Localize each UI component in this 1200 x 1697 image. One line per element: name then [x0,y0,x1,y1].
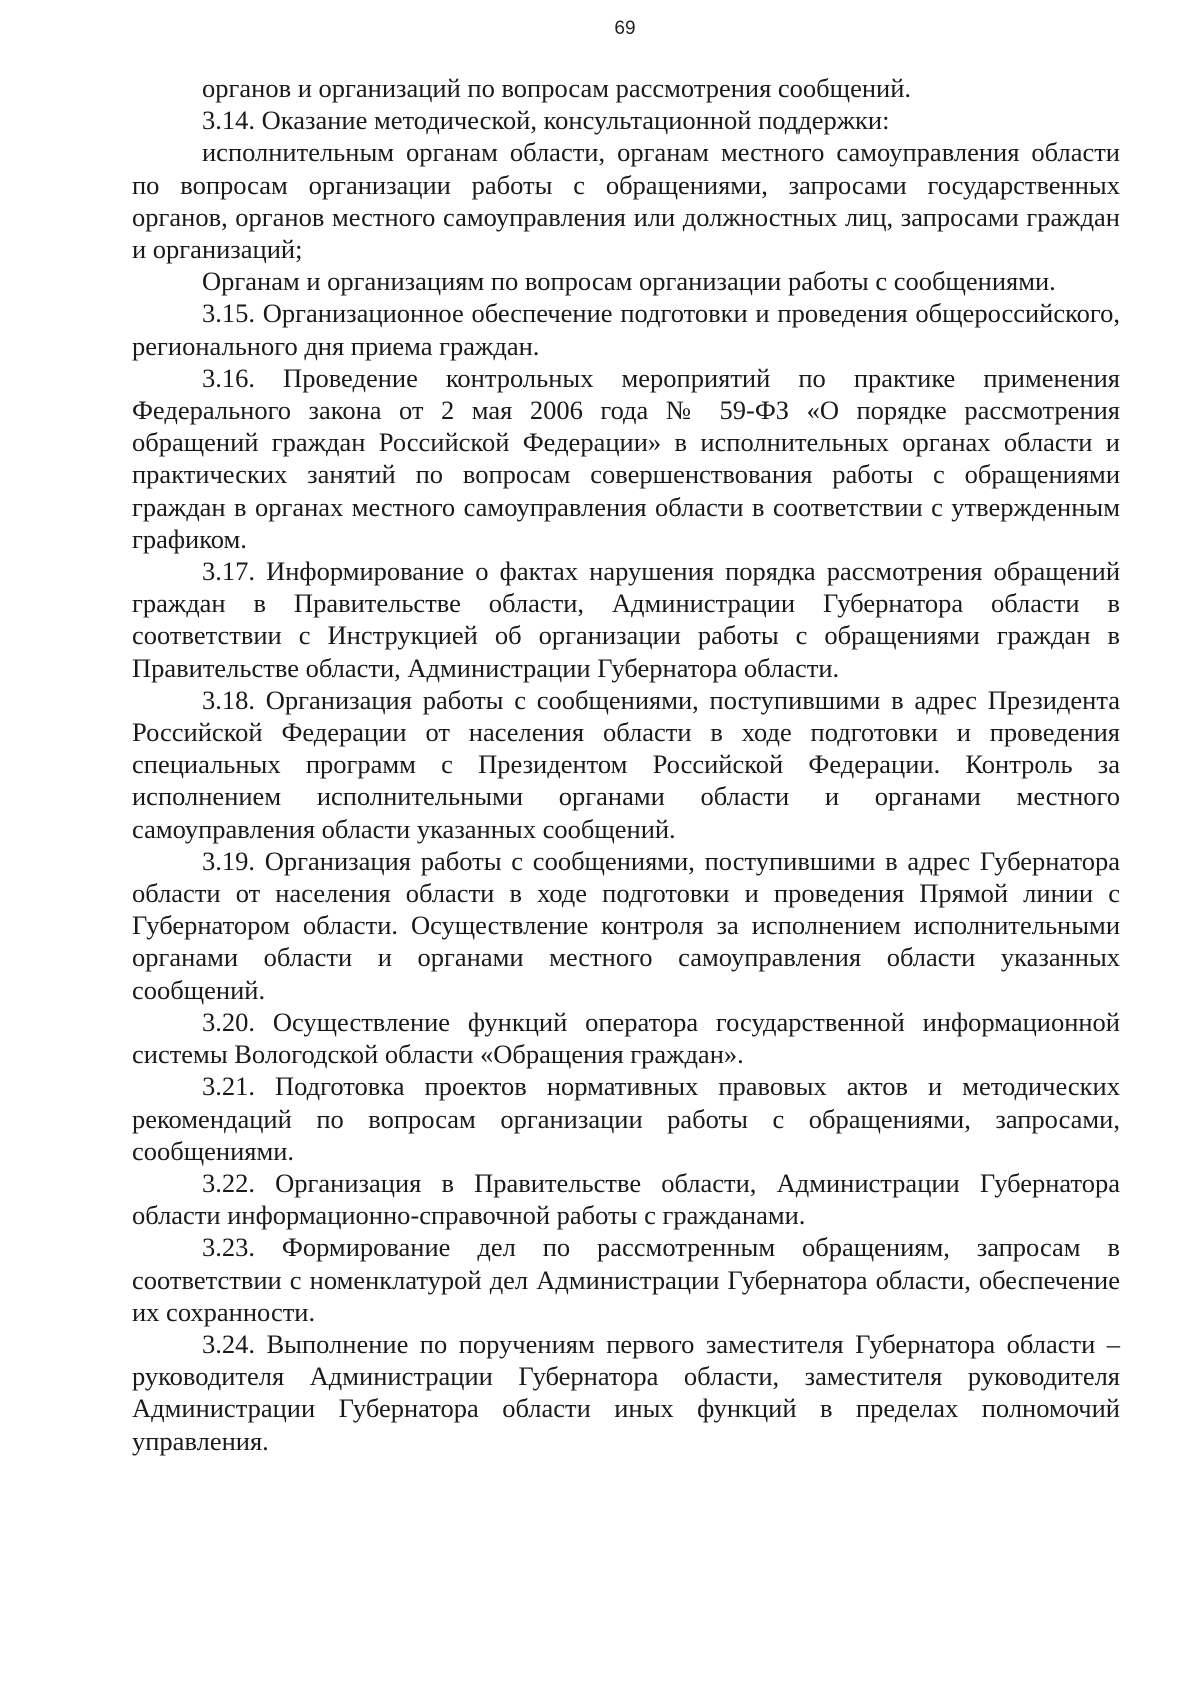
page-number: 69 [614,18,636,39]
paragraph-3-14-item-2: Органам и организациям по вопросам организации работы с сообщениями. [202,266,1056,297]
paragraph-3-24: 3.24. Выполнение по поручениям первого заместителя Губернатора области – руководителя Администрации Губернатора области, заместителя руководителя Администрации Губернатора области иных функций в пределах полномочий управления. [132,1328,1120,1456]
paragraph-3-14: 3.14. Оказание методической, консультационной поддержки: [202,105,890,136]
paragraph-3-18: 3.18. Организация работы с сообщениями, поступившими в адрес Президента Российской Федерации от населения области в ходе подготовки и проведения специальных программ с Президентом Российской Федерации. Контроль за исполнением исполнительными органами области и органами местного самоуправления области указанных сообщений. [132,684,1120,844]
paragraph-3-15: 3.15. Организационное обеспечение подготовки и проведения общероссийского, регионального дня приема граждан. [132,298,1120,361]
paragraph-3-17: 3.17. Информирование о фактах нарушения порядка рассмотрения обращений граждан в Правительстве области, Администрации Губернатора области в соответствии с Инструкцией об организации работы с обращениями граждан в Правительстве области, Администрации Губернатора области. [132,556,1120,683]
paragraph-3-19: 3.19. Организация работы с сообщениями, поступившими в адрес Губернатора области от населения области в ходе подготовки и проведения Прямой линии с Губернатором области. Осуществление контроля за исполнением исполнительными органами области и органами местного самоуправления области указанных сообщений. [132,845,1120,1005]
document-body [132,72,1120,1457]
paragraph-3-20: 3.20. Осуществление функций оператора государственной информационной системы Вологодской области «Обращения граждан». [132,1006,1120,1070]
paragraph-3-14-item-1: исполнительным органам области, органам местного самоуправления области по вопросам организации работы с обращениями, запросами государственных органов, органов местного самоуправления или должностных лиц, запросами граждан и организаций; [132,137,1120,265]
paragraph-3-16: 3.16. Проведение контрольных мероприятий по практике применения Федерального закона от 2 мая 2006 года № 59-ФЗ «О порядке рассмотрения обращений граждан Российской Федерации» в исполнительных органах области и практических занятий по вопросам совершенствования работы с обращениями граждан в органах местного самоуправления области в соответствии с утвержденным графиком. [132,362,1120,554]
paragraph-3-22: 3.22. Организация в Правительстве области, Администрации Губернатора области информационно-справочной работы с гражданами. [132,1167,1120,1231]
paragraph-3-21: 3.21. Подготовка проектов нормативных правовых актов и методических рекомендаций по вопросам организации работы с обращениями, запросами, сообщениями. [132,1071,1120,1166]
paragraph-3-23: 3.23. Формирование дел по рассмотренным обращениям, запросам в соответствии с номенклатурой дел Администрации Губернатора области, обеспечение их сохранности. [132,1232,1120,1327]
paragraph-continuation: органов и организаций по вопросам рассмотрения сообщений. [202,73,912,103]
